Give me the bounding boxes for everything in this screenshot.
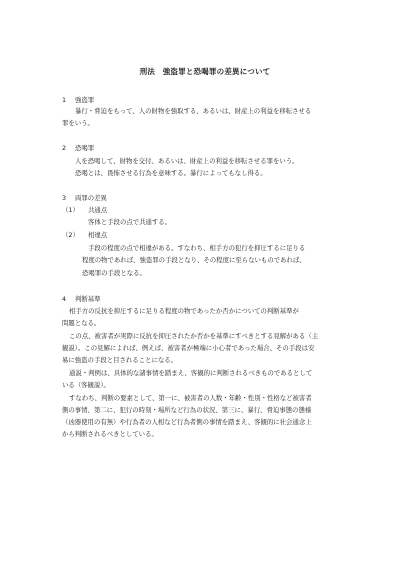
section-4-line: すなわち、判断の要素として、第一に、被害者の人数・年齢・性別・性格など被害者 [69,394,312,402]
subsection-2-line: 程度の物であれば、強盗罪の手段となり、その程度に至らないものであれば、 [82,256,306,264]
section-2-number: 2 [62,144,67,152]
document-title: 刑法 強盗罪と恐喝罪の差異について [139,67,271,76]
section-1-number: 1 [62,96,67,104]
subsection-2-line: 手段の程度の点で相違がある。すなわち、相手方の犯行を抑圧するに足りる [88,244,306,252]
subsection-2-line: 恐喝罪の手段となる。 [82,269,146,277]
section-4-line: から判断されるべきとしている。 [62,430,158,438]
section-4-heading: 判断基準 [75,295,101,303]
section-4-line: 易に強盗の手段と目されることになる。 [62,356,178,364]
section-4-line: 観説）。この見解によれば、例えば、被害者が極端に小心者であった場合、その手段は安 [62,344,315,352]
subsection-1-number: （1） [62,206,79,214]
section-4-line: この点、被害者が実際に反抗を抑圧されたか否かを基準にすべきとする見解がある（主 [69,332,319,340]
subsection-1-heading: 共通点 [88,206,108,214]
section-3-heading: 両罪の差異 [75,194,107,202]
section-4-line: （凶器使用の有無）や行為者の人相など行為者側の事情を踏まえ、客観的に社会通念上 [62,418,312,426]
section-2-line: 人を恐喝して、財物を交付、あるいは、財産上の利益を移転させる罪をいう。 [75,157,299,165]
section-2-heading: 恐喝罪 [75,144,95,152]
section-1-line: 罪をいう。 [62,119,94,127]
section-4-number: 4 [62,295,67,303]
section-3-number: 3 [62,194,67,202]
subsection-2-heading: 相違点 [88,231,108,239]
section-2-line: 恐喝とは、畏怖させる行為を意味する。暴行によってもなし得る。 [75,169,267,177]
section-4-line: 通説・判例は、具体的な諸事情を踏まえ、客観的に判断されるべきものであるとして [69,369,313,377]
section-1-line: 暴行・脅迫をもって、人の財物を強取する、あるいは、財産上の利益を移転させる [75,107,312,115]
subsection-1-line: 客体と手段の点で共通する。 [88,218,172,226]
section-4-line: 相手方の反抗を抑圧するに足りる程度の物であったか否かについての判断基準が [69,307,299,315]
section-4-line: いる（客観説）。 [62,381,110,389]
subsection-2-number: （2） [62,231,79,239]
section-1-heading: 強盗罪 [75,96,95,104]
section-4-line: 問題となる。 [62,319,101,327]
section-4-line: 側の事情、第二に、犯行の時刻・場所など行為の状況、第三に、暴行、脅迫事態の態様 [62,406,312,414]
